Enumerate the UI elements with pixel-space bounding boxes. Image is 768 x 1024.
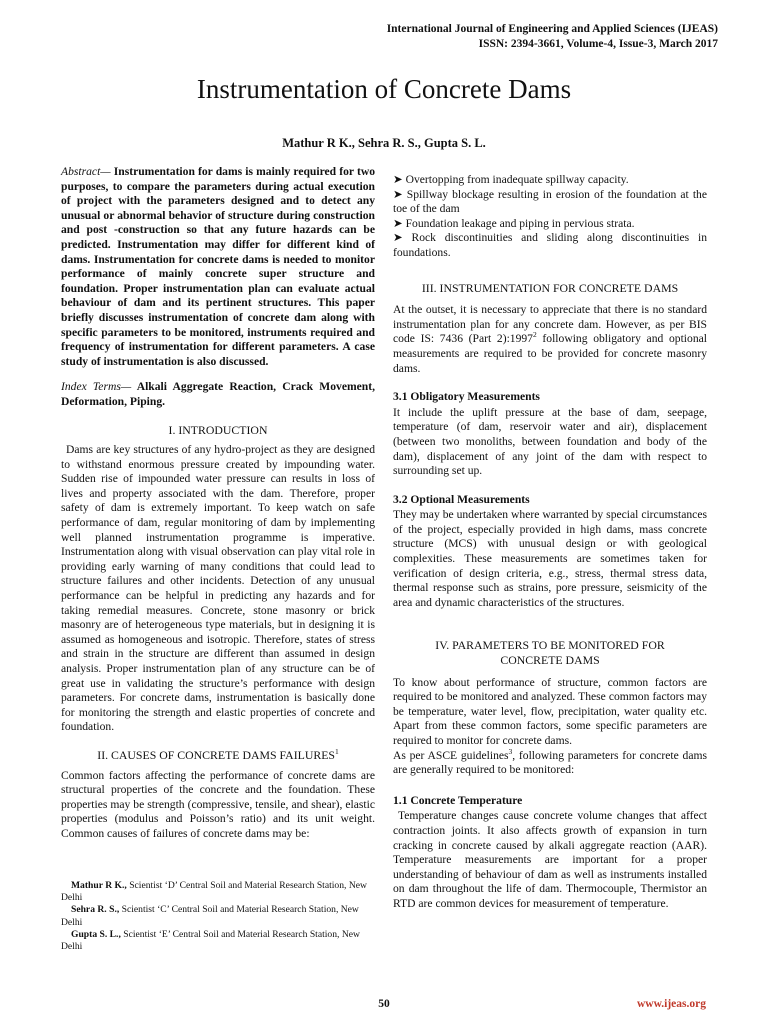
instrumentation-text-a: At the outset, it is necessary to appreciate that there is no standard instrumentation plan for any concrete dam. However, as per BIS code IS: 7436 (Part 2):1997 <box>393 303 707 346</box>
journal-header <box>198 22 718 52</box>
journal-issn: ISSN: 2394-3661, Volume-4, Issue-3, March 2017 <box>478 38 718 50</box>
parameters-text-2b: , following parameters for concrete dams are generally required to be monitored: <box>393 748 707 777</box>
list-item: ➤ Foundation leakage and piping in pervious strata. <box>393 216 635 230</box>
list-item: ➤ Rock discontinuities and sliding along discontinuities in foundations. <box>393 231 707 259</box>
subsection-heading-obligatory: 3.1 Obligatory Measurements <box>393 390 540 404</box>
causes-heading-text: II. CAUSES OF CONCRETE DAMS FAILURES <box>97 747 335 762</box>
paper-title: Instrumentation of Concrete Dams <box>196 74 572 104</box>
optional-text: They may be undertaken where warranted by special circumstances of the project, especially provided in high dams, mass concrete structure (MCS) with unusual design or with geological complexities. These measurements are sometimes taken for verification of design criteria, e.g., stress, thermal stress data, thermal response such as strains, pore pressure, seismicity of the area and dynamic characteristics of the structures. <box>393 508 707 609</box>
section-heading-instrumentation: III. INSTRUMENTATION FOR CONCRETE DAMS <box>421 280 679 295</box>
subsection-heading-temperature: 1.1 Concrete Temperature <box>393 793 523 807</box>
instrumentation-ref: 2 <box>532 330 537 340</box>
right-column <box>393 173 707 912</box>
causes-heading-ref: 1 <box>334 747 339 757</box>
left-column <box>61 165 375 842</box>
footnote-1 <box>61 880 375 904</box>
parameters-ref: 3 <box>508 746 513 756</box>
parameters-heading-line1: IV. PARAMETERS TO BE MONITORED FOR <box>435 638 665 653</box>
parameters-text-1: To know about performance of structure, common factors are required to be monitored and analyzed. These common factors may be temperature, water level, flow, precipitation, water quality etc. Apart from these common factors, some specific parameters are required to monitor for concrete dams. <box>393 675 707 747</box>
abstract-label: Abstract— <box>61 165 111 178</box>
abstract-text: Instrumentation for dams is mainly required for two purposes, to compare the parameters during actual execution of project with the parameters designed and to detect any unusual or abnormal behavior of structure during construction and post -construction so that any future hazards can be predicted. Instrumentation may differ for different kind of dams. Instrumentation for concrete dams is needed to monitor performance of mainly concrete super structure and foundation. Proper instrumentation plan can evaluate actual behaviour of dam and its pertinent structures. This paper briefly discusses instrumentation of concrete dam along with specific parameters to be monitored, instruments required and frequency of instrumentation for different parameters. A case study of instrumentation is also discussed. <box>61 165 375 368</box>
list-item: ➤ Overtopping from inadequate spillway capacity. <box>393 173 629 186</box>
subsection-heading-optional: 3.2 Optional Measurements <box>393 492 530 506</box>
index-terms-label: Index Terms— <box>61 380 132 394</box>
footnote-2-affiliation: Scientist ‘C’ Central Soil and Material Research Station, New Delhi <box>61 904 359 928</box>
causes-text: Common factors affecting the performance of concrete dams are structural properties of the concrete and the foundation. These properties may be strength (compressive, tensile, and shear), elastic properties (modulus and Poisson’s ratio) and its unit weight. Common causes of failures of concrete dams may be: <box>61 768 375 840</box>
page-number: 50 <box>378 998 390 1010</box>
instrumentation-text-b: following obligatory and optional measurements are required to be provided for concrete masonry dams. <box>393 332 707 375</box>
journal-name: International Journal of Engineering and Applied Sciences (IJEAS) <box>386 23 718 35</box>
parameters-heading-line2: CONCRETE DAMS <box>500 653 600 668</box>
footnote-1-name: Mathur R K., <box>71 880 127 891</box>
journal-url[interactable]: www.ijeas.org <box>637 998 706 1010</box>
footnote-2-name: Sehra R. S., <box>71 904 120 916</box>
section-heading-parameters <box>393 638 707 667</box>
footnote-2 <box>61 904 375 928</box>
footnote-3 <box>61 929 375 953</box>
temperature-text: Temperature changes cause concrete volume changes that affect contraction joints. It also affects growth of expansion in turn cracking in concrete caused by alkali aggregate reaction (AAR). Temperature measurements are important for a proper understanding of behaviour of dam as well as instruments installed on dam throughout the life of dam. Thermocouple, Thermistor an RTD are common devices for measurement of temperature. <box>393 809 707 910</box>
section-heading-introduction: I. INTRODUCTION <box>168 422 268 437</box>
parameters-text-2 <box>393 746 707 778</box>
author-footnotes <box>61 880 375 953</box>
index-terms-text: Alkali Aggregate Reaction, Crack Movement, Deformation, Piping. <box>61 380 375 408</box>
paper-authors: Mathur R K., Sehra R. S., Gupta S. L. <box>282 136 486 150</box>
section-heading-causes <box>61 748 375 763</box>
list-item: ➤ Spillway blockage resulting in erosion of the foundation at the toe of the dam <box>393 187 707 216</box>
abstract <box>61 165 375 369</box>
footnote-1-affiliation: Scientist ‘D’ Central Soil and Material Research Station, New Delhi <box>61 880 367 904</box>
instrumentation-text <box>393 303 707 376</box>
obligatory-text: It include the uplift pressure at the base of dam, seepage, temperature (of dam, reservoir water and air), displacement (between two monoliths, between foundation and body of the dam), displacement of any joint of the dam with respect to surrounding set up. <box>393 405 707 478</box>
introduction-text: Dams are key structures of any hydro-project as they are designed to withstand enormous pressure created by impounding water. Sudden rise of impounded water pressure can results in loss of lives and property associated with the dam. Therefore, proper safety of dam is extremely important. To keep watch on safe performance of dam, regular monitoring of dam by implementing well planned instrumentation programme is imperative. Instrumentation along with visual observation can play vital role in providing early warning of many conditions that could lead to structure failures and other incidents. Detection of any unusual performance can be helpful in predicting any hazards and for taking remedial measures. Concrete, stone masonry or brick masonry are of heterogeneous type materials, but in designing it is assumed as homogeneous and isotropic. Therefore, states of stress and strain in the structure are different than assumed in design analysis. Proper instrumentation plan of any structure can be of great use in validating the structure’s performance with design parameters. For concrete dams, instrumentation is basically done for monitoring the strength and elastic properties of concrete and foundation. <box>61 443 375 734</box>
parameters-text-2a: As per ASCE guidelines <box>393 748 509 762</box>
failure-causes-list <box>393 173 707 261</box>
index-terms <box>61 380 375 409</box>
footnote-3-name: Gupta S. L., <box>71 928 121 940</box>
footnote-3-affiliation: Scientist ‘E’ Central Soil and Material Research Station, New Delhi <box>61 928 360 953</box>
